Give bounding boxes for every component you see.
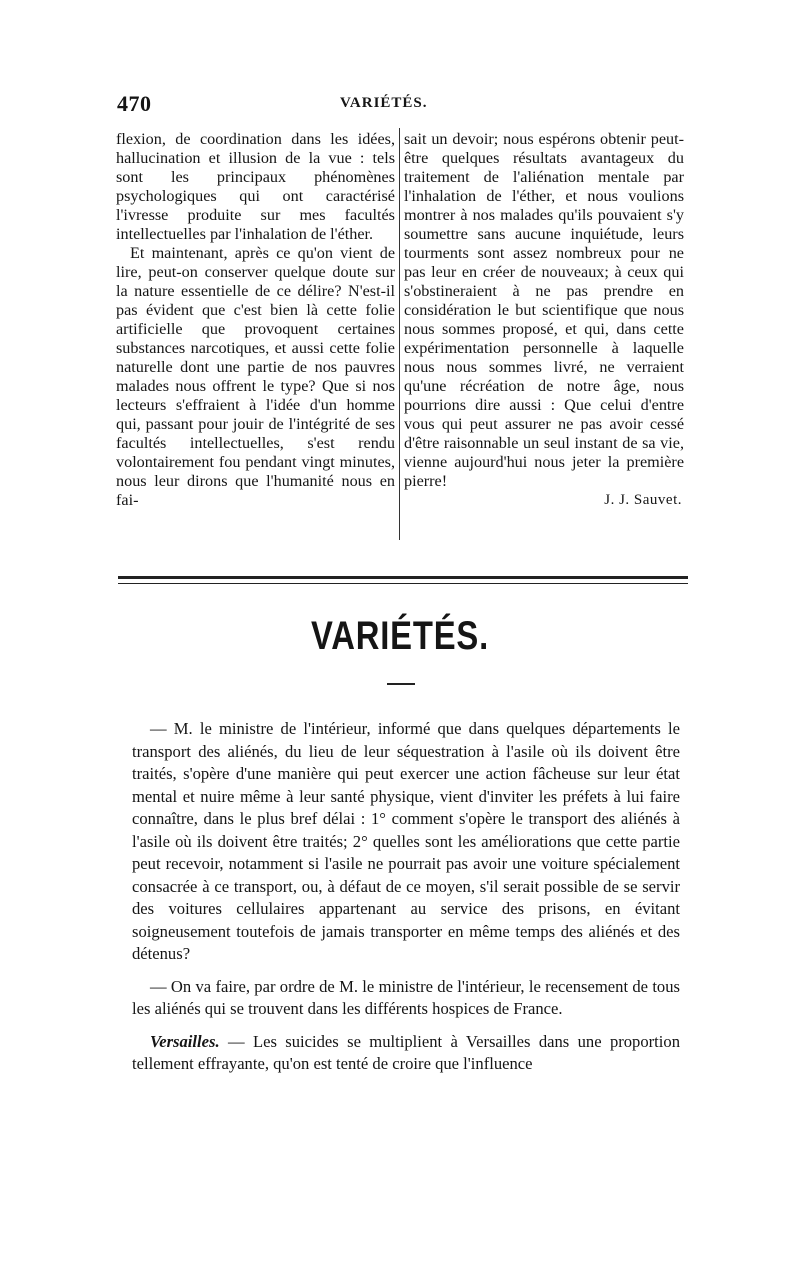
title-dash	[387, 683, 415, 685]
running-head: VARIÉTÉS.	[340, 95, 428, 111]
section-title: VARIÉTÉS.	[310, 614, 490, 658]
place-name: Versailles.	[150, 1031, 220, 1051]
section-body	[132, 718, 680, 1076]
news-item-paragraph: — M. le ministre de l'intérieur, informé que dans quelques départements le transport des aliénés, du lieu de leur séquestration à l'asile où ils doivent être traités, s'opère d'une manière qui peut exercer une action fâcheuse sur leur état mental et nuire même à leur santé physique, vient d'inviter les préfets à lui faire connaître, dans le plus bref délai : 1° comment s'opère le transport des aliénés à l'asile où ils doivent être traités; 2° quelles sont les améliorations que cette partie peut recevoir, notamment si l'asile ne pourrait pas avoir une voiture spécialement consacrée à ce transport, ou, à défaut de ce moyen, s'il serait possible de se servir des voitures cellulaires appartenant au service des prisons, en évitant soigneusement toutefois de jamais transporter en même temps des aliénés et des détenus?	[132, 719, 680, 963]
left-column-paragraph: Et maintenant, après ce qu'on vient de lire, peut-on conserver quelque doute sur la nature essentielle de ce délire? N'est-il pas évident que c'est bien là cette folie artificielle que provoquent certaines substances narcotiques, et aussi cette folie naturelle dont une partie de nos pauvres malades nous offrent le type? Que si nos lecteurs s'effraient à l'idée d'un homme qui, passant pour jouir de l'intégrité de ses facultés intellectuelles, s'est rendu volontairement fou pendant vingt minutes, nous leur dirons que l'humanité nous en fai-	[116, 244, 395, 509]
right-column	[404, 130, 684, 510]
page-number: 470	[117, 91, 152, 116]
news-item-text: — Les suicides se multiplient à Versailles dans une proportion tellement effrayante, qu'on est tenté de croire que l'influence	[132, 1031, 680, 1073]
section-rule-thick	[118, 576, 688, 579]
right-column-paragraph: sait un devoir; nous espérons obtenir peut-être quelques résultats avantageux du traitement de l'aliénation mentale par l'inhalation de l'éther, et nous voulions montrer à nos malades qu'ils pouvaient s'y soumettre sans aucune inquiétude, leurs tourments sont assez nombreux pour ne pas leur en créer de nouveaux; à ceux qui s'obstineraient à ne pas prendre en considération le but scientifique que nous nous sommes proposé, et qui, dans cette expérimentation personnelle à laquelle nous nous sommes livré, ne verraient qu'une récréation de notre âge, nous pourrions dire aussi : Que celui d'entre vous qui peut assurer ne pas avoir cessé d'être raisonnable un seul instant de sa vie, vienne aujourd'hui nous jeter la première pierre!	[404, 130, 684, 490]
news-item-paragraph	[132, 1031, 680, 1076]
column-divider	[399, 128, 400, 540]
left-column	[116, 130, 395, 510]
author-signature: J. J. Sauvet.	[604, 492, 682, 508]
news-item-paragraph: — On va faire, par ordre de M. le ministre de l'intérieur, le recensement de tous les aliénés qui se trouvent dans les différents hospices de France.	[132, 976, 680, 1018]
left-column-paragraph: flexion, de coordination dans les idées, hallucination et illusion de la vue : tels sont les principaux phénomènes psychologiques qui ont caractérisé l'ivresse produite sur mes facultés intellectuelles par l'inhalation de l'éther.	[116, 130, 395, 243]
section-rule-thin	[118, 583, 688, 584]
